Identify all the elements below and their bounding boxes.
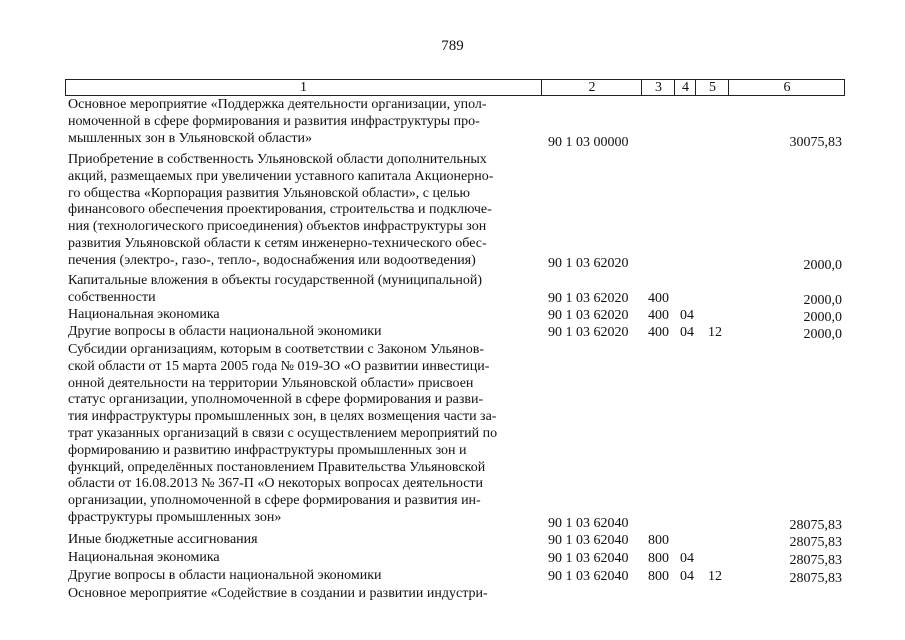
row-col4: 04 xyxy=(680,569,694,584)
row-amount: 2000,0 xyxy=(803,327,842,342)
row-amount: 28075,83 xyxy=(789,553,842,568)
header-col-5: 5 xyxy=(695,80,729,95)
row-code: 90 1 03 62020 xyxy=(548,256,629,271)
row-code: 90 1 03 62040 xyxy=(548,516,629,531)
table-header xyxy=(65,79,845,96)
row-col3: 400 xyxy=(648,291,669,306)
row-description: Субсидии организациям, которым в соответствии с Законом Ульянов- ской области от 15 марта 2005 года № 019-ЗО «О развитии инвестици- онной деятельности на территории Ульяновской области» присвоен статус организации, уполномоченной в сфере формирования и разви- тия инфраструктуры промышленных зон, в целях возмещения части за- трат указанных организаций в связи с осуществлением мероприятий по формированию и развитию инфраструктуры промышленных зон и функций, определённых постановлением Правительства Ульяновской области от 16.08.2013 № 367-П «О некоторых вопросах деятельности организации, уполномоченной в сфере формирования и развития ин- фраструктуры промышленных зон» xyxy=(68,342,498,525)
header-col-1: 1 xyxy=(300,80,307,95)
row-code: 90 1 03 62040 xyxy=(548,533,629,548)
row-description: Приобретение в собственность Ульяновской области дополнительных акций, размещаемых при увеличении уставного капитала Акционерно- го общества «Корпорация развития Ульяновской области», с целью финансового обеспечения проектирования, строительства и подключе- ния (технологического присоединения) объектов инфраструктуры зон развития Ульяновской области к сетям инженерно-технического обес- печения (электро-, газо-, тепло-, водоснабжения или водоотведения) xyxy=(68,152,494,268)
row-col3: 400 xyxy=(648,325,669,340)
row-amount: 2000,0 xyxy=(803,258,842,273)
row-col4: 04 xyxy=(680,551,694,566)
row-col3: 800 xyxy=(648,551,669,566)
row-col5: 12 xyxy=(708,569,722,584)
row-col3: 800 xyxy=(648,569,669,584)
row-description: Основное мероприятие «Содействие в создании и развитии индустри- xyxy=(68,586,488,601)
page-number: 789 xyxy=(441,38,464,54)
row-description: Основное мероприятие «Поддержка деятельности организации, упол- номоченной в сфере формирования и развития инфраструктуры про- мышленных зон в Ульяновской области» xyxy=(68,97,487,146)
row-amount: 30075,83 xyxy=(789,135,842,150)
header-col-3: 3 xyxy=(641,80,675,95)
row-code: 90 1 03 62020 xyxy=(548,325,629,340)
row-code: 90 1 03 62020 xyxy=(548,308,629,323)
row-code: 90 1 03 62020 xyxy=(548,291,629,306)
header-col-2: 2 xyxy=(541,80,642,95)
row-amount: 28075,83 xyxy=(789,518,842,533)
row-col4: 04 xyxy=(680,325,694,340)
row-description: Иные бюджетные ассигнования xyxy=(68,532,258,547)
row-description: Другие вопросы в области национальной экономики xyxy=(68,324,382,339)
header-col-6: 6 xyxy=(728,80,845,95)
row-description: Капитальные вложения в объекты государственной (муниципальной) собственности xyxy=(68,273,483,305)
header-col-4: 4 xyxy=(674,80,696,95)
row-code: 90 1 03 62040 xyxy=(548,569,629,584)
row-amount: 2000,0 xyxy=(803,293,842,308)
row-description: Национальная экономика xyxy=(68,307,220,322)
row-description: Национальная экономика xyxy=(68,550,220,565)
row-code: 90 1 03 00000 xyxy=(548,135,629,150)
row-amount: 28075,83 xyxy=(789,571,842,586)
row-col4: 04 xyxy=(680,308,694,323)
row-code: 90 1 03 62040 xyxy=(548,551,629,566)
row-col3: 800 xyxy=(648,533,669,548)
row-amount: 2000,0 xyxy=(803,310,842,325)
row-description: Другие вопросы в области национальной экономики xyxy=(68,568,382,583)
row-col5: 12 xyxy=(708,325,722,340)
row-amount: 28075,83 xyxy=(789,535,842,550)
row-col3: 400 xyxy=(648,308,669,323)
